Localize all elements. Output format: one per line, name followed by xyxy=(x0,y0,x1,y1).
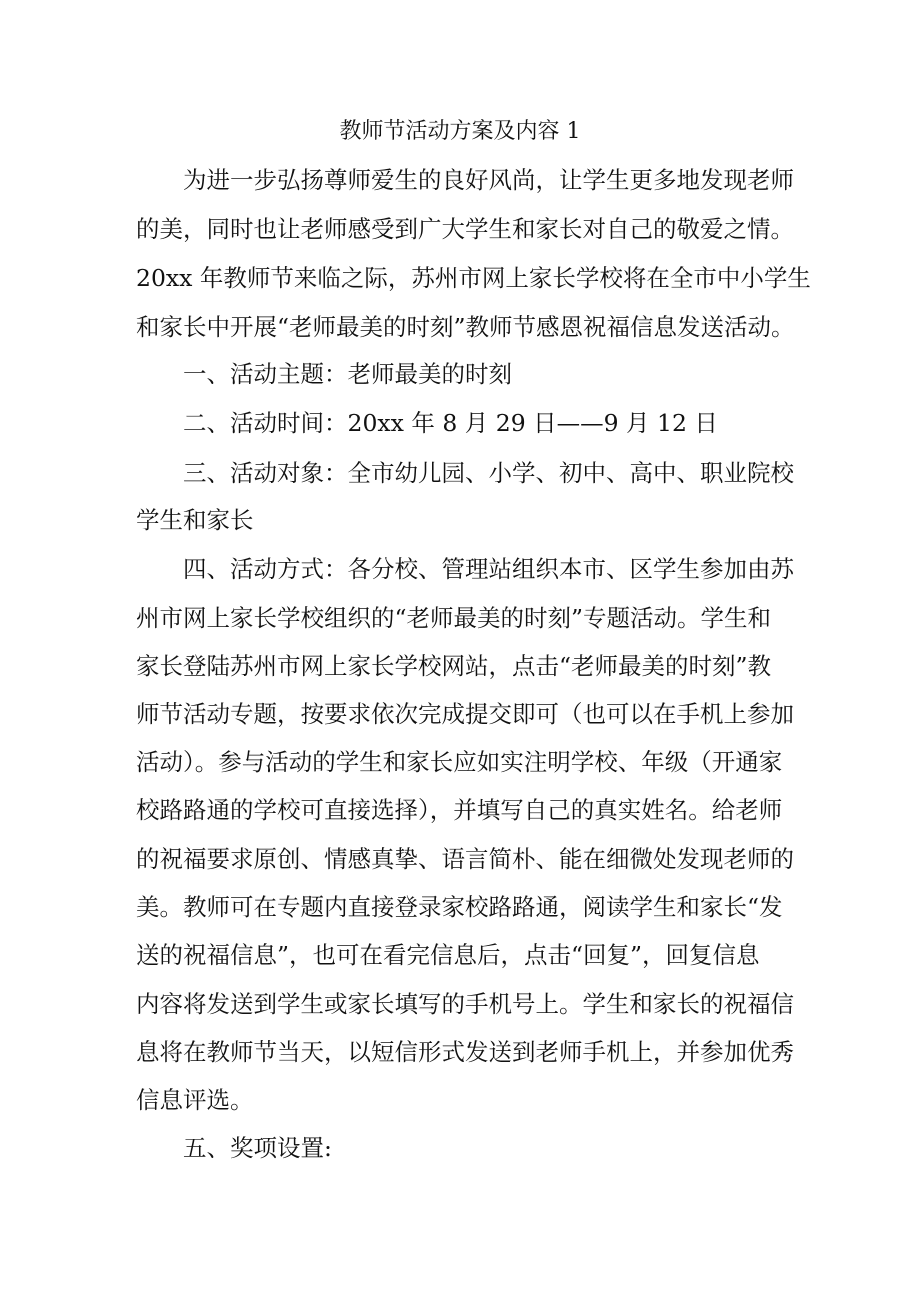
section-time: 二、活动时间：20xx 年 8 月 29 日——9 月 12 日 xyxy=(183,409,718,437)
section-method-line-1: 四、活动方式：各分校、管理站组织本市、区学生参加由苏 xyxy=(183,555,794,583)
section-method-line-2: 州市网上家长学校组织的“老师最美的时刻”专题活动。学生和 xyxy=(136,604,772,632)
section-method-line-3: 家长登陆苏州市网上家长学校网站，点击“老师最美的时刻”教 xyxy=(136,652,772,680)
section-theme: 一、活动主题：老师最美的时刻 xyxy=(183,360,512,388)
section-method-line-4: 师节活动专题，按要求依次完成提交即可（也可以在手机上参加 xyxy=(136,700,794,728)
section-method-line-12: 信息评选。 xyxy=(136,1086,254,1114)
section-method-line-5: 活动）。参与活动的学生和家长应如实注明学校、年级（开通家 xyxy=(136,748,783,776)
section-method-line-6: 校路路通的学校可直接选择），并填写自己的真实姓名。给老师 xyxy=(136,796,783,824)
document-title: 教师节活动方案及内容 1 xyxy=(339,119,581,144)
section-method-line-10: 内容将发送到学生或家长填写的手机号上。学生和家长的祝福信 xyxy=(136,990,794,1018)
paragraph-intro-line-3: 20xx 年教师节来临之际，苏州市网上家长学校将在全市中小学生 xyxy=(136,264,811,292)
section-method-line-8: 美。教师可在专题内直接登录家校路路通，阅读学生和家长“发 xyxy=(136,893,783,921)
section-method-line-11: 息将在教师节当天，以短信形式发送到老师手机上，并参加优秀 xyxy=(136,1038,794,1066)
paragraph-intro-line-2: 的美，同时也让老师感受到广大学生和家长对自己的敬爱之情。 xyxy=(136,215,794,243)
paragraph-intro-line-4: 和家长中开展“老师最美的时刻”教师节感恩祝福信息发送活动。 xyxy=(136,313,795,341)
paragraph-intro-line-1: 为进一步弘扬尊师爱生的良好风尚，让学生更多地发现老师 xyxy=(183,166,794,194)
section-awards: 五、奖项设置: xyxy=(183,1134,332,1162)
section-audience-line-2: 学生和家长 xyxy=(136,506,254,534)
section-method-line-7: 的祝福要求原创、情感真挚、语言简朴、能在细微处发现老师的 xyxy=(136,845,794,873)
section-audience-line-1: 三、活动对象：全市幼儿园、小学、初中、高中、职业院校 xyxy=(183,459,794,487)
section-method-line-9: 送的祝福信息”，也可在看完信息后，点击“回复”，回复信息 xyxy=(136,941,760,969)
